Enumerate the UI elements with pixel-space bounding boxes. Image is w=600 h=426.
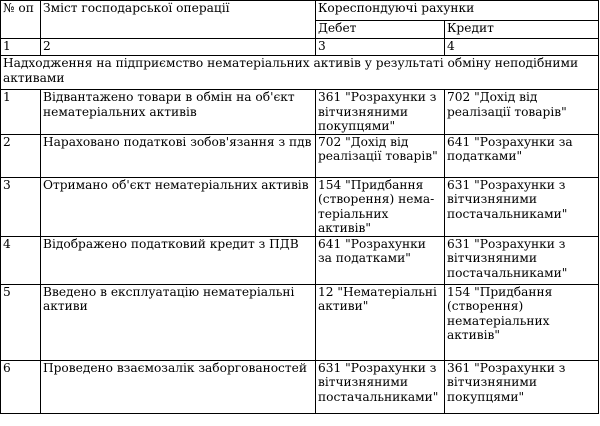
row-debit: 12 "Нематеріальні активи" — [316, 284, 445, 360]
table-row — [1, 177, 599, 236]
column-index-1: 1 — [1, 39, 41, 56]
table-row — [1, 360, 599, 413]
row-number: 4 — [1, 236, 41, 284]
column-index-2: 2 — [41, 39, 316, 56]
header-credit: Кредит — [445, 21, 599, 39]
row-credit: 702 "Дохід від реалізації товарів" — [445, 90, 599, 135]
row-debit: 361 "Розрахунки з вітчизняними покупцями" — [316, 90, 445, 135]
header-accounts: Кореспондуючі рахунки — [316, 1, 599, 21]
row-credit: 641 "Розрахунки за податками" — [445, 134, 599, 177]
header-row — [1, 1, 599, 21]
row-content: Проведено взаємозалік заборгованостей — [41, 360, 316, 413]
section-row — [1, 56, 599, 90]
row-number: 2 — [1, 134, 41, 177]
row-debit: 641 "Розрахунки за податками" — [316, 236, 445, 284]
header-number: № оп — [1, 1, 41, 39]
column-index-4: 4 — [445, 39, 599, 56]
row-number: 6 — [1, 360, 41, 413]
table-row — [1, 134, 599, 177]
row-content: Нараховано податкові зобов'язання з пдв — [41, 134, 316, 177]
row-number: 5 — [1, 284, 41, 360]
column-index-3: 3 — [316, 39, 445, 56]
row-debit: 154 "Придбання (створення) нема-теріальних активів" — [316, 177, 445, 236]
column-index-row — [1, 39, 599, 56]
row-content: Введено в експлуатацію нематеріальні активи — [41, 284, 316, 360]
row-credit: 631 "Розрахунки з вітчизняними постачальниками" — [445, 177, 599, 236]
header-debit: Дебет — [316, 21, 445, 39]
row-number: 3 — [1, 177, 41, 236]
table-row — [1, 284, 599, 360]
row-debit: 702 "Дохід від реалізації товарів" — [316, 134, 445, 177]
row-content: Отримано об'єкт нематеріальних активів — [41, 177, 316, 236]
row-content: Відвантажено товари в обмін на об'єкт нематеріальних активів — [41, 90, 316, 135]
row-debit: 631 "Розрахунки з вітчизняними постачальниками" — [316, 360, 445, 413]
row-number: 1 — [1, 90, 41, 135]
row-credit: 154 "Придбання (створення) нематеріальних активів" — [445, 284, 599, 360]
row-credit: 361 "Розрахунки з вітчизняними покупцями" — [445, 360, 599, 413]
row-credit: 631 "Розрахунки з вітчизняними постачальниками" — [445, 236, 599, 284]
table-row — [1, 236, 599, 284]
row-content: Відображено податковий кредит з ПДВ — [41, 236, 316, 284]
header-content: Зміст господарської операції — [41, 1, 316, 39]
section-title: Надходження на підприємство нематеріальних активів у результаті обміну неподібними активами — [1, 56, 599, 90]
table-row — [1, 90, 599, 135]
